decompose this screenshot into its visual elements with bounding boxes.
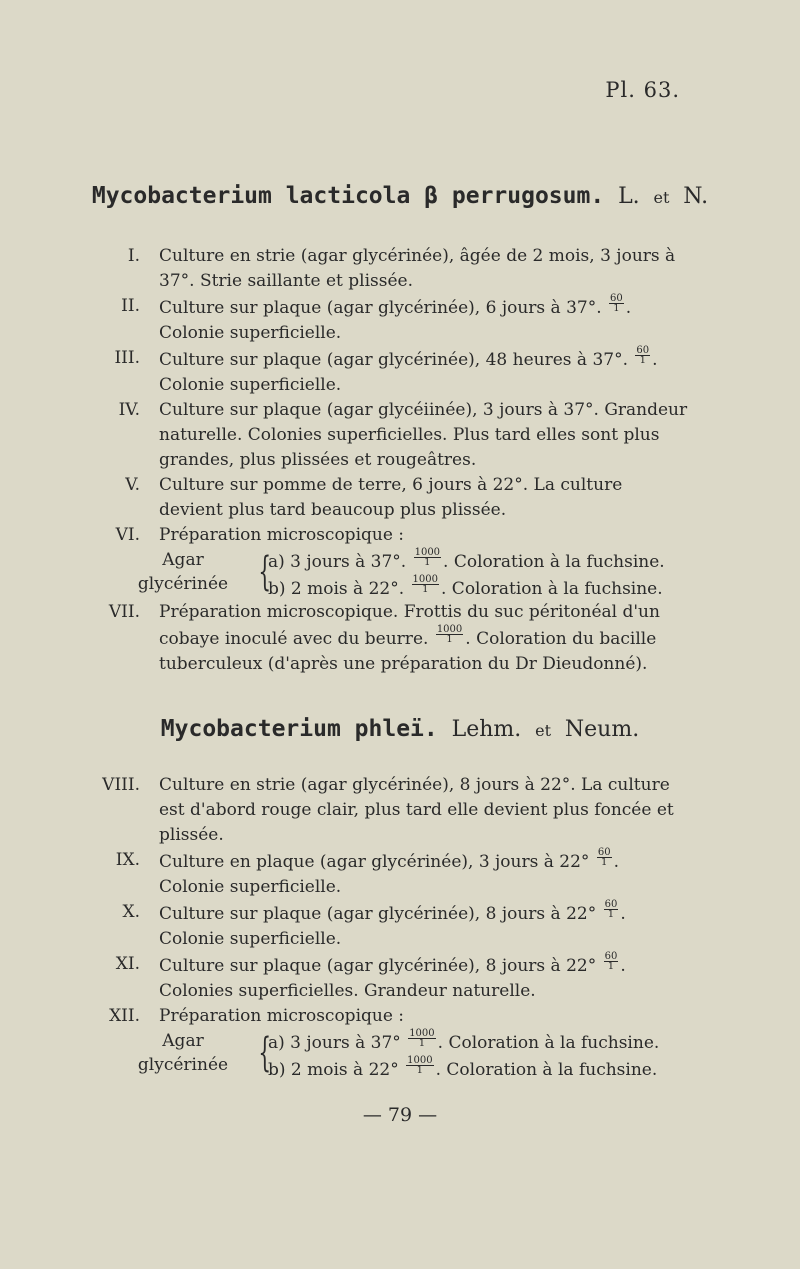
entry-text: Culture sur plaque (agar glycérinée), 8 jours à 22° $\frac{60}{1}$ . Colonie superficielle. xyxy=(159,899,626,949)
preparation-items xyxy=(268,548,698,602)
fraction: $\frac{60}{1}$ xyxy=(604,899,618,920)
preparation-item-a: a) 3 jours à 37° $\frac{1000}{1}$ . Coloration à la fuchsine. xyxy=(268,1028,660,1053)
preparation-label: Agar glycérinée xyxy=(137,550,229,594)
entry-text: Préparation microscopique : xyxy=(159,1006,405,1026)
entry xyxy=(0,473,800,523)
entry-text: Culture sur plaque (agar glycérinée), 48 heures à 37°. $\frac{60}{1}$ . Colonie superficielle. xyxy=(159,345,658,395)
entry-number: II. xyxy=(121,296,140,316)
preparation-item-b: b) 2 mois à 22° $\frac{1000}{1}$ . Coloration à la fuchsine. xyxy=(268,1055,658,1080)
fraction: $\frac{60}{1}$ xyxy=(610,293,623,314)
fraction: $\frac{60}{1}$ xyxy=(636,345,650,366)
preparation-item-b: b) 2 mois à 22°. $\frac{1000}{1}$ . Coloration à la fuchsine. xyxy=(268,574,663,599)
preparation-label: Agar glycérinée xyxy=(137,1031,229,1075)
section-title-lacticola xyxy=(0,183,800,209)
entry xyxy=(0,1004,800,1029)
entry-text: Préparation microscopique : xyxy=(159,525,405,545)
title-species: Mycobacterium phleï. xyxy=(160,716,438,742)
page-number: — 79 — xyxy=(362,1104,438,1126)
plate-number: Pl. 63. xyxy=(605,78,680,102)
title-author2: Neum. xyxy=(564,717,640,742)
entry-number: XI. xyxy=(115,954,140,974)
entry-number: VI. xyxy=(115,525,140,545)
entry xyxy=(0,346,800,398)
entry xyxy=(0,523,800,548)
brace: { xyxy=(258,1030,272,1076)
fraction: $\frac{1000}{1}$ xyxy=(436,624,463,645)
entry-text: Culture en strie (agar glycérinée), âgée de 2 mois, 3 jours à 37°. Strie saillante et plissée. xyxy=(159,246,676,291)
preparation-items xyxy=(268,1029,698,1083)
entry xyxy=(0,773,800,848)
entry-number: XII. xyxy=(109,1006,140,1026)
entry-text: Culture sur pomme de terre, 6 jours à 22°. La culture devient plus tard beaucoup plus plissée. xyxy=(159,475,623,520)
preparation-item-a: a) 3 jours à 37°. $\frac{1000}{1}$ . Coloration à la fuchsine. xyxy=(268,547,665,572)
preparation-block xyxy=(0,1029,800,1081)
title-author2: N. xyxy=(683,184,709,209)
title-et: et xyxy=(535,721,552,740)
fraction: $\frac{60}{1}$ xyxy=(604,951,618,972)
entry-number: IX. xyxy=(115,850,140,870)
fraction: $\frac{60}{1}$ xyxy=(597,847,611,868)
entry xyxy=(0,848,800,900)
title-et: et xyxy=(653,188,670,207)
entry xyxy=(0,294,800,346)
entry-number: I. xyxy=(127,246,140,266)
title-author: Lehm. xyxy=(451,717,522,742)
entry-number: III. xyxy=(114,348,140,368)
entry xyxy=(0,244,800,294)
brace: { xyxy=(258,549,272,595)
entry xyxy=(0,398,800,473)
entry-number: X. xyxy=(122,902,140,922)
entry-text: Culture sur plaque (agar glycérinée), 8 jours à 22° $\frac{60}{1}$ . Colonies superficielles. Grandeur naturelle. xyxy=(159,951,626,1001)
entry-text: Culture sur plaque (agar glycérinée), 6 jours à 37°. $\frac{60}{1}$ . Colonie superficielle. xyxy=(159,293,632,343)
entry-text: Culture sur plaque (agar glycéiinée), 3 jours à 37°. Grandeur naturelle. Colonies superficielles. Plus tard elles sont plus grandes, plus plissées et rougeâtres. xyxy=(159,400,688,470)
entry-number: VIII. xyxy=(102,775,140,795)
entry xyxy=(0,600,800,677)
title-species: Mycobacterium lacticola β perrugosum. xyxy=(91,183,605,209)
entry-number: VII. xyxy=(108,602,140,622)
entries-phlei xyxy=(0,773,800,1081)
entry-number: V. xyxy=(125,475,140,495)
entry-text: Préparation microscopique. Frottis du suc péritonéal d'un cobaye inoculé avec du beurre. $\frac{1000}{1}$ . Coloration du bacille tuberculeux (d'après une préparation du Dr Dieudonné). xyxy=(159,602,660,674)
entry xyxy=(0,952,800,1004)
title-author: L. xyxy=(618,184,640,209)
entries-lacticola xyxy=(0,244,800,677)
section-title-phlei xyxy=(0,716,800,742)
entry-text: Culture en plaque (agar glycérinée), 3 jours à 22° $\frac{60}{1}$ . Colonie superficielle. xyxy=(159,847,619,897)
entry xyxy=(0,900,800,952)
entry-text: Culture en strie (agar glycérinée), 8 jours à 22°. La culture est d'abord rouge clair, plus tard elle devient plus foncée et plissée. xyxy=(159,775,674,845)
entry-number: IV. xyxy=(118,400,140,420)
preparation-block xyxy=(0,548,800,600)
